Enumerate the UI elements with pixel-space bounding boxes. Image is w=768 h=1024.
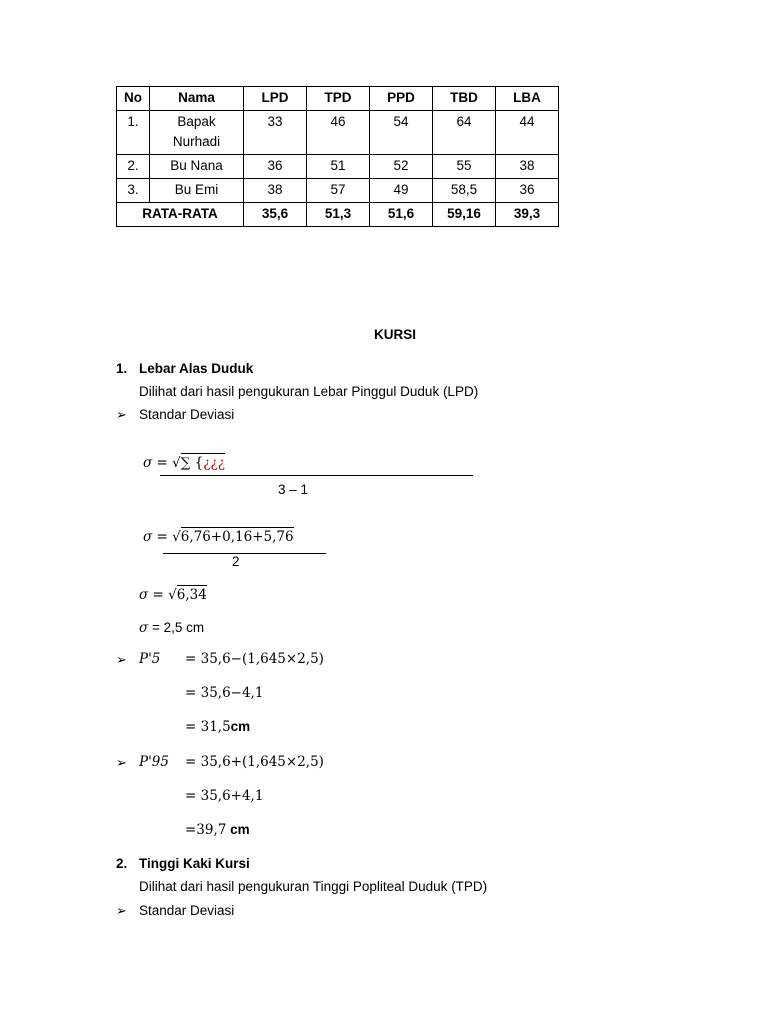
sigma-symbol: σ: [143, 455, 153, 471]
equals-sign: =: [152, 455, 173, 471]
cell-lpd: 38: [244, 179, 307, 203]
col-header-lba: LBA: [496, 87, 559, 111]
cell-lpd: 33: [244, 111, 307, 155]
p95-line3: [185, 822, 250, 838]
cell-avg-ppd: 51,6: [370, 203, 433, 227]
equals-sign: =: [148, 587, 169, 603]
table-average-row: [117, 203, 559, 227]
sum-symbol: ∑: [180, 455, 191, 471]
formula3: [139, 587, 207, 603]
p5-line1: = 35,6−(1,645×2,5): [185, 651, 324, 667]
cell-tbd: 58,5: [433, 179, 496, 203]
col-header-tbd: TBD: [433, 87, 496, 111]
item2-description: Dilihat dari hasil pengukuran Tinggi Popliteal Duduk (TPD): [139, 879, 488, 894]
formula1-numerator: [143, 455, 225, 471]
p5-label: P'5: [139, 651, 161, 667]
brace-symbol: {: [194, 455, 204, 471]
cell-nama: [150, 111, 244, 155]
sigma-symbol: σ: [139, 620, 149, 636]
table-row: [117, 155, 559, 179]
radicand: [181, 453, 225, 471]
radicand: 6,76+0,16+5,76: [180, 529, 294, 545]
formula1-denominator: 3 – 1: [278, 482, 309, 497]
cell-tbd: 55: [433, 155, 496, 179]
formula4: [139, 620, 204, 636]
p5-line2: = 35,6−4,1: [185, 685, 264, 701]
cell-tpd: 51: [307, 155, 370, 179]
arrow-bullet-icon: ➢: [116, 755, 127, 770]
equals-sign: =: [152, 529, 173, 545]
cell-nama: Bu Nana: [150, 155, 244, 179]
fraction-bar: [163, 553, 326, 554]
cell-no: 2.: [117, 155, 150, 179]
fraction-bar: [160, 475, 473, 476]
item1-number: 1.: [116, 361, 128, 376]
cell-ppd: 49: [370, 179, 433, 203]
cell-avg-tpd: 51,3: [307, 203, 370, 227]
sigma-symbol: σ: [139, 587, 149, 603]
sigma-symbol: σ: [143, 529, 153, 545]
sigma-result: = 2,5 cm: [148, 620, 205, 635]
cell-lba: 36: [496, 179, 559, 203]
item2-number: 2.: [116, 856, 128, 871]
cell-nama-line1: Bapak: [177, 114, 216, 129]
cell-tpd: 46: [307, 111, 370, 155]
radical-sign: √: [172, 455, 181, 471]
arrow-bullet-icon: ➢: [116, 652, 127, 667]
item1-bullet-text: Standar Deviasi: [139, 407, 235, 422]
p5-line3: [185, 719, 250, 735]
p95-result-unit: cm: [226, 822, 250, 837]
p5-result-value: = 31,5: [185, 719, 231, 735]
p95-result-value: =39,7: [185, 822, 227, 838]
cell-average-label: RATA-RATA: [117, 203, 244, 227]
cell-tbd: 64: [433, 111, 496, 155]
table-row: [117, 179, 559, 203]
cell-avg-lpd: 35,6: [244, 203, 307, 227]
section-title: KURSI: [374, 327, 417, 342]
col-header-nama: Nama: [150, 87, 244, 111]
broken-glyphs: ¿¿¿: [203, 455, 225, 471]
formula2-numerator: [143, 529, 294, 545]
col-header-ppd: PPD: [370, 87, 433, 111]
cell-nama-line2: Nurhadi: [172, 134, 221, 149]
anthropometry-table: [116, 86, 559, 227]
table-row: [117, 111, 559, 155]
p95-line2: = 35,6+4,1: [185, 788, 264, 804]
radical-sign: √: [172, 529, 181, 545]
cell-lba: 38: [496, 155, 559, 179]
cell-avg-lba: 39,3: [496, 203, 559, 227]
p95-label: P'95: [139, 754, 169, 770]
cell-ppd: 54: [370, 111, 433, 155]
col-header-no: No: [117, 87, 150, 111]
radical-sign: √: [168, 587, 177, 603]
col-header-lpd: LPD: [244, 87, 307, 111]
item1-title: Lebar Alas Duduk: [139, 361, 254, 376]
radicand: 6,34: [176, 587, 207, 603]
cell-lba: 44: [496, 111, 559, 155]
p5-result-unit: cm: [230, 719, 251, 734]
col-header-tpd: TPD: [307, 87, 370, 111]
cell-tpd: 57: [307, 179, 370, 203]
cell-no: 3.: [117, 179, 150, 203]
cell-avg-tbd: 59,16: [433, 203, 496, 227]
item2-title: Tinggi Kaki Kursi: [139, 856, 250, 871]
cell-nama: Bu Emi: [150, 179, 244, 203]
p95-line1: = 35,6+(1,645×2,5): [185, 754, 324, 770]
arrow-bullet-icon: ➢: [116, 903, 127, 918]
cell-no: 1.: [117, 111, 150, 155]
arrow-bullet-icon: ➢: [116, 407, 127, 422]
cell-lpd: 36: [244, 155, 307, 179]
formula2-denominator: 2: [232, 554, 240, 569]
item2-bullet-text: Standar Deviasi: [139, 903, 235, 918]
cell-ppd: 52: [370, 155, 433, 179]
table-header-row: [117, 87, 559, 111]
item1-description: Dilihat dari hasil pengukuran Lebar Pinggul Duduk (LPD): [139, 384, 479, 399]
